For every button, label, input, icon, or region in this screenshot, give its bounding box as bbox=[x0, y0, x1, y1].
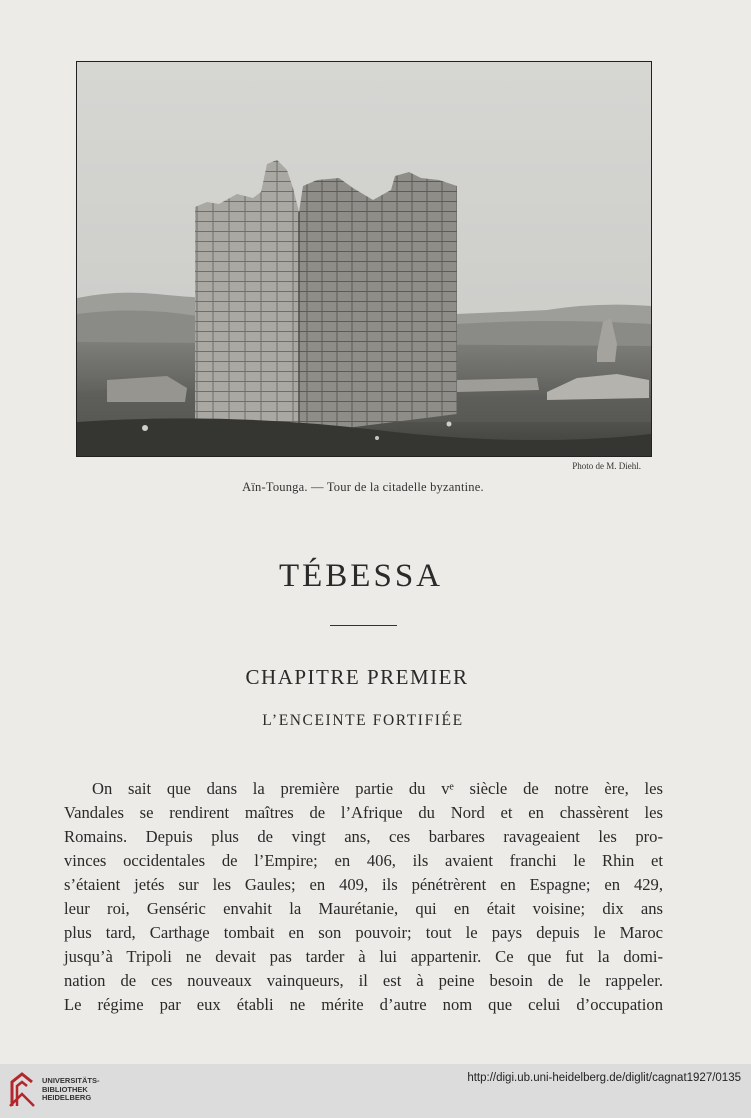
text-line: plus tard, Carthage tombait en son pouvoir; tout le pays depuis le Maroc bbox=[64, 923, 663, 942]
chapter-heading: CHAPITRE PREMIER bbox=[245, 665, 469, 689]
text-line: s’étaient jetés sur les Gaules; en 409, ils pénétrèrent en Espagne; en 429, bbox=[64, 875, 663, 894]
text-line: Romains. Depuis plus de vingt ans, ces barbares ravageaient les pro- bbox=[64, 827, 663, 846]
text-line: Vandales se rendirent maîtres de l’Afrique du Nord et en chassèrent les bbox=[64, 803, 663, 822]
photo-caption: Aïn-Tounga. — Tour de la citadelle byzantine. bbox=[242, 480, 484, 494]
text-line: jusqu’à Tripoli ne devait pas tarder à lui appartenir. Ce que fut la domi- bbox=[64, 947, 663, 966]
text-line: On sait que dans la première partie du vᵉ siècle de notre ère, les bbox=[92, 779, 663, 798]
university-library-logo-icon bbox=[8, 1072, 36, 1108]
text-line: leur roi, Genséric envahit la Maurétanie, qui en était voisine; dix ans bbox=[64, 899, 663, 918]
title-divider bbox=[330, 625, 397, 626]
page-title: TÉBESSA bbox=[278, 558, 444, 594]
tower-photograph bbox=[76, 61, 652, 457]
text-line: Le régime par eux établi ne mérite d’autre nom que celui d’occupation bbox=[64, 995, 663, 1014]
body-text bbox=[64, 777, 663, 1017]
photo-credit: Photo de M. Diehl. bbox=[572, 461, 641, 471]
digitization-footer bbox=[0, 1064, 751, 1118]
tower-photo-image bbox=[77, 62, 651, 456]
chapter-subtitle: L’ENCEINTE FORTIFIÉE bbox=[262, 712, 464, 729]
library-name: UNIVERSITÄTS- BIBLIOTHEK HEIDELBERG bbox=[42, 1076, 100, 1102]
text-line: vinces occidentales de l’Empire; en 406, ils avaient franchi le Rhin et bbox=[64, 851, 663, 870]
digitization-url[interactable]: http://digi.ub.uni-heidelberg.de/diglit/cagnat1927/0135 bbox=[467, 1072, 741, 1084]
text-line: nation de ces nouveaux vainqueurs, il est à peine besoin de le rappeler. bbox=[64, 971, 663, 990]
